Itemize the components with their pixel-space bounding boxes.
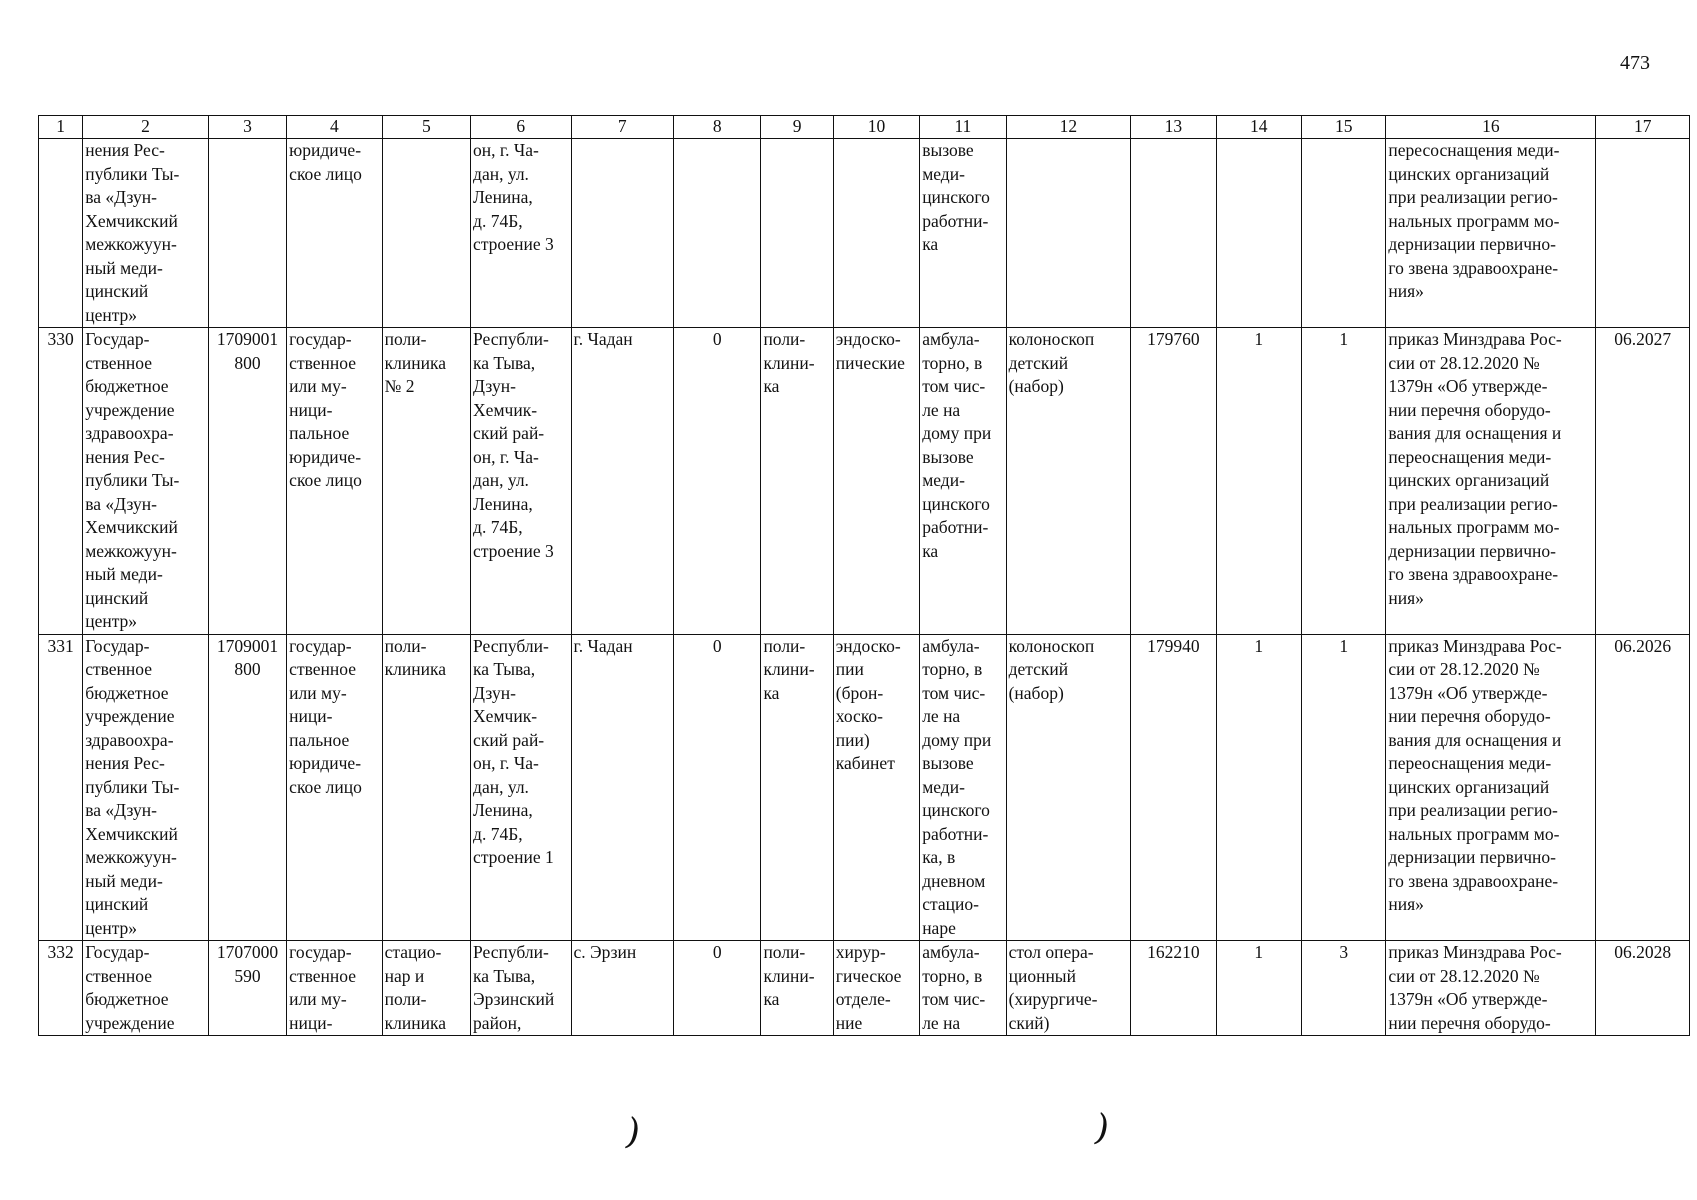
handwritten-mark: ): [1090, 1106, 1114, 1151]
cell-value: [674, 139, 761, 328]
cell-quantity: 1: [1216, 328, 1301, 635]
cell-settlement: г. Чадан: [571, 328, 673, 635]
cell-division: поли- клини- ка: [761, 328, 833, 635]
cell-address: он, г. Ча- дан, ул. Ленина, д. 74Б, строение 3: [471, 139, 571, 328]
table-row: [39, 941, 1690, 1036]
cell-unit-type: поли- клиника: [382, 634, 470, 941]
cell-settlement: [571, 139, 673, 328]
col-header: 17: [1596, 116, 1690, 139]
cell-value: 0: [674, 634, 761, 941]
cell-care-conditions: амбула- торно, в том чис- ле на: [920, 941, 1006, 1036]
cell-settlement: г. Чадан: [571, 634, 673, 941]
cell-equipment-code: [1131, 139, 1216, 328]
cell-unit-type: [382, 139, 470, 328]
cell-regulation: приказ Минздрава Рос- сии от 28.12.2020 № 1379н «Об утвержде- нии перечня оборудо- вания для оснащения и переоснащения меди- цинских организаций при реализации регио- нальных программ мо- дернизации первично- го звена здравоохране- ния»: [1386, 634, 1596, 941]
cell-address: Республи- ка Тыва, Дзун- Хемчик- ский рай- он, г. Ча- дан, ул. Ленина, д. 74Б, строение 3: [471, 328, 571, 635]
col-header: 5: [382, 116, 470, 139]
handwritten-mark: ): [621, 1110, 645, 1155]
cell-quantity: 3: [1302, 941, 1386, 1036]
cell-care-conditions: амбула- торно, в том чис- ле на дому при вызове меди- цинского работни- ка: [920, 328, 1006, 635]
cell-legal-form: юридиче- ское лицо: [287, 139, 382, 328]
cell-row-number: 332: [39, 941, 83, 1036]
cell-department: эндоско- пические: [833, 328, 919, 635]
cell-regulation: приказ Минздрава Рос- сии от 28.12.2020 № 1379н «Об утвержде- нии перечня оборудо- вания для оснащения и переоснащения меди- цинских организаций при реализации регио- нальных программ мо- дернизации первично- го звена здравоохране- ния»: [1386, 328, 1596, 635]
col-header: 12: [1006, 116, 1131, 139]
col-header: 16: [1386, 116, 1596, 139]
cell-code: 1707000 590: [208, 941, 286, 1036]
col-header: 7: [571, 116, 673, 139]
cell-regulation: пересоснащения меди- цинских организаций при реализации регио- нальных программ мо- дернизации первично- го звена здравоохране- ния»: [1386, 139, 1596, 328]
cell-unit-type: поли- клиника № 2: [382, 328, 470, 635]
cell-equipment: стол опера- ционный (хирургиче- ский): [1006, 941, 1131, 1036]
cell-division: поли- клини- ка: [761, 634, 833, 941]
cell-unit-type: стацио- нар и поли- клиника: [382, 941, 470, 1036]
cell-settlement: с. Эрзин: [571, 941, 673, 1036]
cell-legal-form: государ- ственное или му- ници- пальное юридиче- ское лицо: [287, 634, 382, 941]
cell-quantity: 1: [1302, 328, 1386, 635]
cell-date: [1596, 139, 1690, 328]
page-number: 473: [1620, 52, 1650, 74]
col-header: 11: [920, 116, 1006, 139]
cell-equipment: колоноскоп детский (набор): [1006, 328, 1131, 635]
cell-quantity: [1216, 139, 1301, 328]
cell-department: хирур- гическое отделе- ние: [833, 941, 919, 1036]
table-row: [39, 634, 1690, 941]
cell-date: 06.2026: [1596, 634, 1690, 941]
cell-division: [761, 139, 833, 328]
col-header: 1: [39, 116, 83, 139]
cell-regulation: приказ Минздрава Рос- сии от 28.12.2020 № 1379н «Об утвержде- нии перечня оборудо-: [1386, 941, 1596, 1036]
cell-row-number: 330: [39, 328, 83, 635]
cell-value: 0: [674, 328, 761, 635]
cell-quantity: 1: [1216, 941, 1301, 1036]
col-header: 6: [471, 116, 571, 139]
cell-row-number: [39, 139, 83, 328]
cell-value: 0: [674, 941, 761, 1036]
col-header: 3: [208, 116, 286, 139]
col-header: 2: [83, 116, 209, 139]
cell-equipment: колоноскоп детский (набор): [1006, 634, 1131, 941]
col-header: 15: [1302, 116, 1386, 139]
cell-division: поли- клини- ка: [761, 941, 833, 1036]
cell-department: эндоско- пии (брон- хоско- пии) кабинет: [833, 634, 919, 941]
cell-organization-name: Государ- ственное бюджетное учреждение здравоохра- нения Рес- публики Ты- ва «Дзун- Хемчикский межкожуун- ный меди- цинский центр»: [83, 328, 209, 635]
cell-legal-form: государ- ственное или му- ници-: [287, 941, 382, 1036]
col-header: 4: [287, 116, 382, 139]
table-row: [39, 139, 1690, 328]
col-header: 8: [674, 116, 761, 139]
cell-code: 1709001 800: [208, 634, 286, 941]
cell-department: [833, 139, 919, 328]
cell-organization-name: Государ- ственное бюджетное учреждение здравоохра- нения Рес- публики Ты- ва «Дзун- Хемчикский межкожуун- ный меди- цинский центр»: [83, 634, 209, 941]
cell-date: 06.2028: [1596, 941, 1690, 1036]
col-header: 14: [1216, 116, 1301, 139]
cell-care-conditions: амбула- торно, в том чис- ле на дому при вызове меди- цинского работни- ка, в дневном стацио- наре: [920, 634, 1006, 941]
col-header: 10: [833, 116, 919, 139]
col-header: 13: [1131, 116, 1216, 139]
cell-care-conditions: вызове меди- цинского работни- ка: [920, 139, 1006, 328]
cell-quantity: 1: [1216, 634, 1301, 941]
col-header: 9: [761, 116, 833, 139]
registry-table: [38, 115, 1690, 1036]
cell-equipment-code: 179760: [1131, 328, 1216, 635]
cell-equipment-code: 162210: [1131, 941, 1216, 1036]
cell-quantity: 1: [1302, 634, 1386, 941]
cell-address: Республи- ка Тыва, Эрзинский район,: [471, 941, 571, 1036]
cell-address: Республи- ка Тыва, Дзун- Хемчик- ский рай- он, г. Ча- дан, ул. Ленина, д. 74Б, строение 1: [471, 634, 571, 941]
cell-equipment-code: 179940: [1131, 634, 1216, 941]
cell-code: [208, 139, 286, 328]
cell-organization-name: Государ- ственное бюджетное учреждение: [83, 941, 209, 1036]
cell-row-number: 331: [39, 634, 83, 941]
cell-legal-form: государ- ственное или му- ници- пальное юридиче- ское лицо: [287, 328, 382, 635]
cell-organization-name: нения Рес- публики Ты- ва «Дзун- Хемчикский межкожуун- ный меди- цинский центр»: [83, 139, 209, 328]
cell-equipment: [1006, 139, 1131, 328]
cell-code: 1709001 800: [208, 328, 286, 635]
table-row: [39, 328, 1690, 635]
header-row: [39, 116, 1690, 139]
cell-date: 06.2027: [1596, 328, 1690, 635]
cell-quantity: [1302, 139, 1386, 328]
